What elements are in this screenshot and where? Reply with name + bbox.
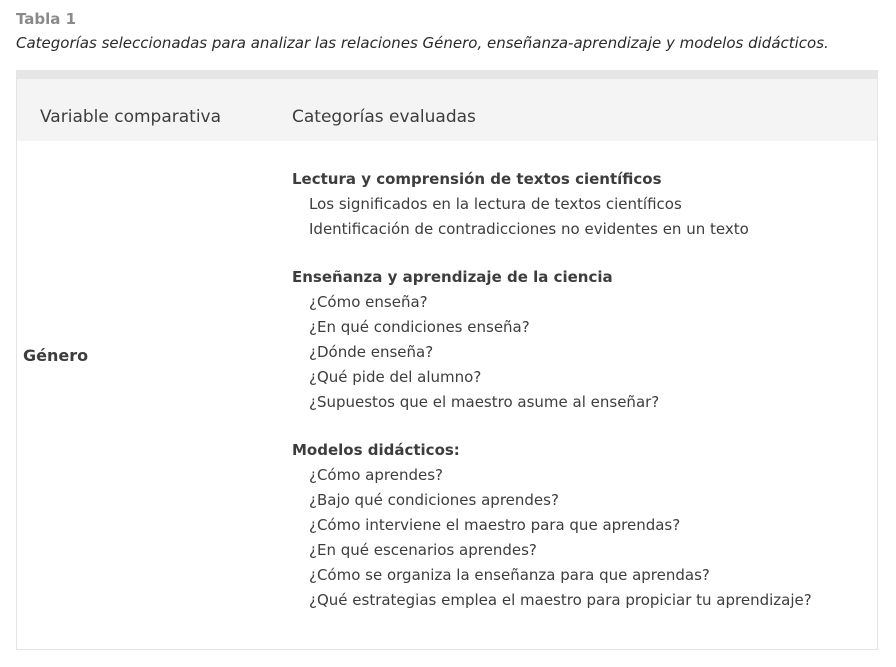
categories-table [16, 70, 878, 650]
table-header-row [17, 79, 877, 141]
category-item: ¿Qué pide del alumno? [309, 368, 482, 386]
category-item: ¿Bajo qué condiciones aprendes? [309, 491, 559, 509]
category-item: ¿Supuestos que el maestro asume al enseñar? [309, 393, 660, 411]
categories-cell [292, 167, 872, 613]
category-item: Los significados en la lectura de textos científicos [309, 195, 682, 213]
category-item: ¿Qué estrategias emplea el maestro para propiciar tu aprendizaje? [309, 591, 812, 609]
category-item-list [292, 463, 872, 613]
category-item-list [292, 290, 872, 415]
table-caption: Categorías seleccionadas para analizar las relaciones Género, enseñanza-aprendizaje y modelos didácticos. [16, 34, 829, 52]
category-group-title: Enseñanza y aprendizaje de la ciencia [292, 268, 613, 286]
category-item: ¿Cómo interviene el maestro para que aprendas? [309, 516, 681, 534]
category-item: ¿Cómo aprendes? [309, 466, 443, 484]
category-item: ¿En qué condiciones enseña? [309, 318, 530, 336]
variable-cell: Género [23, 346, 89, 365]
category-item: ¿Cómo enseña? [309, 293, 428, 311]
category-group [292, 438, 872, 613]
category-item: ¿En qué escenarios aprendes? [309, 541, 537, 559]
table-top-rule [17, 71, 877, 79]
header-variable-comparativa: Variable comparativa [40, 107, 222, 127]
category-item: Identificación de contradicciones no evidentes en un texto [309, 220, 749, 238]
header-categorias-evaluadas: Categorías evaluadas [292, 107, 476, 127]
table-label: Tabla 1 [16, 10, 77, 28]
category-group [292, 265, 872, 415]
category-group-title: Lectura y comprensión de textos científicos [292, 170, 662, 188]
category-item: ¿Cómo se organiza la enseñanza para que aprendas? [309, 566, 710, 584]
category-group [292, 167, 872, 242]
category-item-list [292, 192, 872, 242]
category-group-title: Modelos didácticos: [292, 441, 460, 459]
category-item: ¿Dónde enseña? [309, 343, 434, 361]
